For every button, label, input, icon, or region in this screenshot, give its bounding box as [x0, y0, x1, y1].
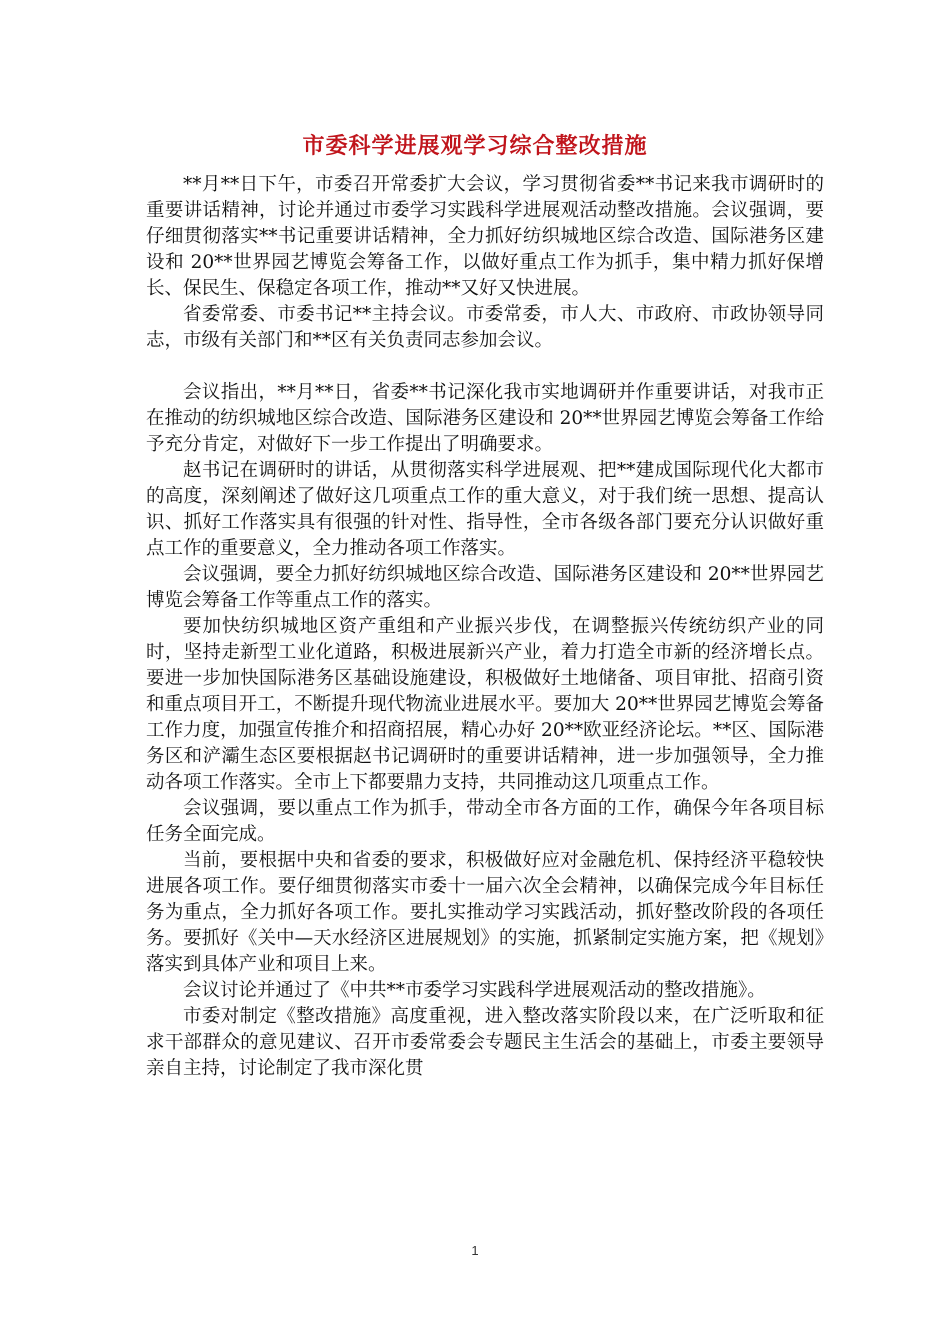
paragraph: 当前，要根据中央和省委的要求，积极做好应对金融危机、保持经济平稳较快进展各项工作。要仔细贯彻落实市委十一届六次全会精神，以确保完成今年目标任务为重点，全力抓好各项工作。要扎实推动学习实践活动，抓好整改阶段的各项任务。要抓好《关中—天水经济区进展规划》的实施，抓紧制定实施方案，把《规划》落实到具体产业和项目上来。 — [146, 850, 824, 975]
paragraph: 会议讨论并通过了《中共**市委学习实践科学进展观活动的整改措施》。 — [183, 980, 766, 1001]
paragraph: **月**日下午，市委召开常委扩大会议，学习贯彻省委**书记来我市调研时的重要讲话精神，讨论并通过市委学习实践科学进展观活动整改措施。会议强调，要仔细贯彻落实**书记重要讲话精神，全力抓好纺织城地区综合改造、国际港务区建设和 20**世界园艺博览会筹备工作，以做好重点工作为抓手，集中精力抓好保增长、保民生、保稳定各项工作，推动**又好又快进展。 — [146, 174, 824, 299]
paragraph: 市委对制定《整改措施》高度重视，进入整改落实阶段以来，在广泛听取和征求干部群众的意见建议、召开市委常委会专题民主生活会的基础上，市委主要领导亲自主持，讨论制定了我市深化贯 — [146, 1006, 824, 1079]
paragraph: 会议强调，要全力抓好纺织城地区综合改造、国际港务区建设和 20**世界园艺博览会筹备工作等重点工作的落实。 — [146, 564, 824, 611]
document-title: 市委科学进展观学习综合整改措施 — [302, 134, 648, 159]
document-body — [146, 172, 824, 1082]
paragraph: 要加快纺织城地区资产重组和产业振兴步伐，在调整振兴传统纺织产业的同时，坚持走新型工业化道路，积极进展新兴产业，着力打造全市新的经济增长点。要进一步加快国际港务区基础设施建设，积极做好土地储备、项目审批、招商引资和重点项目开工，不断提升现代物流业进展水平。要加大 20**世界园艺博览会筹备工作力度，加强宣传推介和招商招展，精心办好 20**欧亚经济论坛。**区、国际港务区和浐灞生态区要根据赵书记调研时的重要讲话精神，进一步加强领导，全力推动各项工作落实。全市上下都要鼎力支持，共同推动这几项重点工作。 — [146, 616, 824, 793]
paragraph: 会议指出，**月**日，省委**书记深化我市实地调研并作重要讲话，对我市正在推动的纺织城地区综合改造、国际港务区建设和 20**世界园艺博览会筹备工作给予充分肯定，对做好下一步工作提出了明确要求。 — [146, 382, 824, 455]
paragraph: 省委常委、市委书记**主持会议。市委常委，市人大、市政府、市政协领导同志，市级有关部门和**区有关负责同志参加会议。 — [146, 304, 824, 351]
paragraph: 会议强调，要以重点工作为抓手，带动全市各方面的工作，确保今年各项目标任务全面完成。 — [146, 798, 824, 845]
page-number: 1 — [471, 1243, 479, 1258]
paragraph: 赵书记在调研时的讲话，从贯彻落实科学进展观、把**建成国际现代化大都市的高度，深刻阐述了做好这几项重点工作的重大意义，对于我们统一思想、提高认识、抓好工作落实具有很强的针对性、指导性，全市各级各部门要充分认识做好重点工作的重要意义，全力推动各项工作落实。 — [146, 460, 824, 559]
blank-line — [146, 354, 824, 380]
